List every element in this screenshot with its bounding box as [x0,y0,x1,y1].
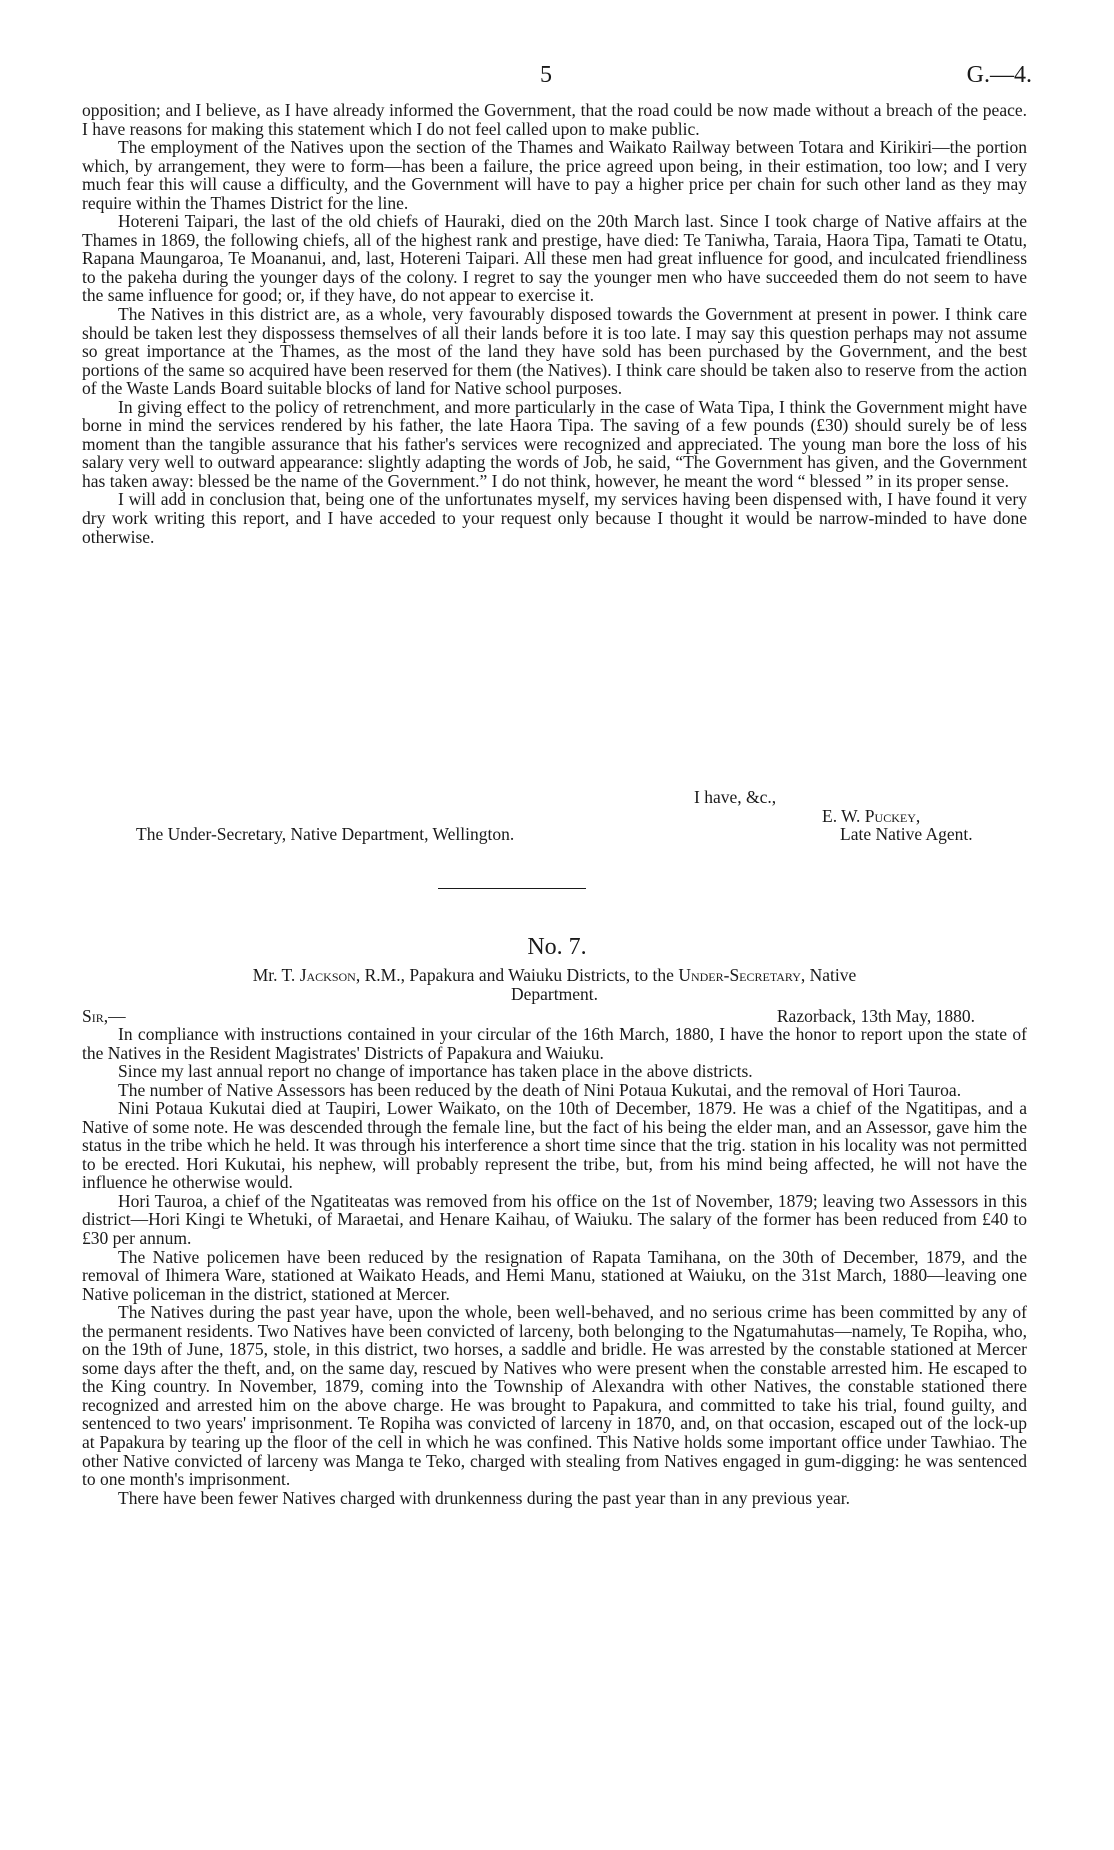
letter1-signature-block [82,788,1027,844]
document-reference: G.—4. [966,62,1032,88]
letter2-paragraph: The number of Native Assessors has been reduced by the death of Nini Potaua Kukutai, and the removal of Hori Tauroa. [118,1079,962,1100]
signatory: E. W. Puckey, [822,805,921,826]
letter1-paragraph: The employment of the Natives upon the section of the Thames and Waikato Railway between Totara and Kirikiri—the portion which, by arrangement, they were to form—has been a failure, the price agreed upon being, in their estimation, too low; and I very much fear this will cause a difficulty, and the Government will have to pay a higher price per chain for such other land as they may require within the Thames District for the line. [82,137,1027,213]
letter2-paragraph: The Native policemen have been reduced by the resignation of Rapata Tamihana, on the 30th of December, 1879, and the removal of Ihimera Ware, stationed at Waikato Heads, and Hemi Manu, stationed at Waiuku, on the 31st March, 1880—leaving one Native policeman in the district, stationed at Mercer. [82,1246,1027,1304]
closing: I have, &c., [694,787,777,807]
letter1-paragraph: Hotereni Taipari, the last of the old chiefs of Hauraki, died on the 20th March last. Since I took charge of Native affairs at the Thames in 1869, the following chiefs, all of the highest rank and prestige, have died: Te Taniwha, Taraia, Haora Tipa, Tamati te Otatu, Rapana Maungaroa, Te Moananui, and, last, Hotereni Taipari. All these men had great influence for good, and inculcated friendliness to the pakeha during the younger days of the colony. I regret to say the younger men who have succeeded them do not seem to have the same influence for good; or, if they have, do not appear to exercise it. [82,211,1027,306]
letter2-heading [82,966,1027,1004]
letter2-paragraph: The Natives during the past year have, upon the whole, been well-behaved, and no serious crime has been committed by any of the permanent residents. Two Natives have been convicted of larceny, both belonging to the Ngatumahutas—namely, Te Ropiha, who, on the 19th of June, 1875, stole, in this district, two horses, a saddle and bridle. He was arrested by the constable stationed at Mercer some days after the theft, and, on the same day, rescued by Natives who were present when the constable arrested him. He escaped to the King country. In November, 1879, coming into the Township of Alexandra with other Natives, the constable stationed there recognized and arrested him on the above charge. He was brought to Papakura, and committed to take his trial, found guilty, and sentenced to two years' imprisonment. Te Ropiha was convicted of larceny in 1870, and, on that occasion, escaped out of the lock-up at Papakura by tearing up the floor of the cell in which he was confined. This Native holds some important office under Tawhiao. The other Native convicted of larceny was Manga te Teko, charged with stealing from Natives engaged in gum-digging: he was sentenced to one month's imprisonment. [82,1302,1027,1490]
signatory-title: Late Native Agent. [840,824,973,845]
salutation-line [82,1006,1027,1025]
salutation: Sir,— [82,1006,126,1026]
section-divider [438,888,586,889]
letter2-paragraph: Hori Tauroa, a chief of the Ngatiteatas was removed from his office on the 1st of November, 1879; leaving two Assessors in this district—Hori Kingi te Whetuki, of Maraetai, and Henare Kaihau, of Waiuku. The salary of the former has been reduced from £40 to £30 per annum. [82,1190,1027,1249]
addressee: The Under-Secretary, Native Department, Wellington. [136,824,515,845]
letter2-paragraph: There have been fewer Natives charged with drunkenness during the past year than in any previous year. [118,1487,850,1508]
letter1-paragraph: opposition; and I believe, as I have already informed the Government, that the road could be now made without a breach of the peace. I have reasons for making this statement which I do not feel called upon to make public. [82,100,1027,139]
letter-number: No. 7. [527,934,587,960]
letter2-paragraph: Nini Potaua Kukutai died at Taupiri, Lower Waikato, on the 10th of December, 1879. He was a chief of the Ngatitipas, and a Native of some note. He was descended through the female line, but the fact of his being the elder man, and an Assessor, gave him the status in the tribe which he held. It was through his interference a short time since that the trig. station in his locality was not permitted to be erected. Hori Kukutai, his nephew, will probably represent the tribe, but, from his mind being affected, he will not have the influence he otherwise would. [82,1098,1027,1193]
letter1-paragraph: In giving effect to the policy of retrenchment, and more particularly in the case of Wata Tipa, I think the Government might have borne in mind the services rendered by his father, the late Haora Tipa. The saving of a few pounds (£30) should surely be of less moment than the tangible assurance that his father's services were recognized and appreciated. The young man bore the loss of his salary very well to outward appearance: slightly adapting the words of Job, he said, “The Government has given, and the Government has taken away: blessed be the name of the Government.” I do not think, however, he meant the word “ blessed ” in its proper sense. [82,396,1027,491]
letter1-paragraph: The Natives in this district are, as a whole, very favourably disposed towards the Government at present in power. I think care should be taken lest they dispossess themselves of all their lands before it is too late. I may say this question perhaps may not assume so great importance at the Thames, as the most of the land they have sold has been purchased by the Government, and the best portions of the same so acquired have been reserved for them (the Natives). I think care should be taken also to reserve from the action of the Waste Lands Board suitable blocks of land for Native school purposes. [82,304,1027,399]
letter1-paragraph: I will add in conclusion that, being one of the unfortunates myself, my services having been dispensed with, I have found it very dry work writing this report, and I have acceded to your request only because I thought it would be narrow-minded to have done otherwise. [82,489,1027,547]
letter2-paragraph: Since my last annual report no change of importance has taken place in the above districts. [118,1061,753,1082]
letter2-paragraph: In compliance with instructions contained in your circular of the 16th March, 1880, I have the honor to report upon the state of the Natives in the Resident Magistrates' Districts of Papakura and Waiuku. [82,1024,1027,1063]
letter2-heading-line: Department. [511,984,598,1004]
place-date: Razorback, 13th May, 1880. [776,1006,975,1026]
letter1-body [82,101,1027,546]
letter2-body [82,1025,1027,1507]
page-number: 5 [540,62,552,88]
letter2-heading-line: Mr. T. Jackson, R.M., Papakura and Waiuku Districts, to the Under-Secretary, Native [252,965,857,985]
